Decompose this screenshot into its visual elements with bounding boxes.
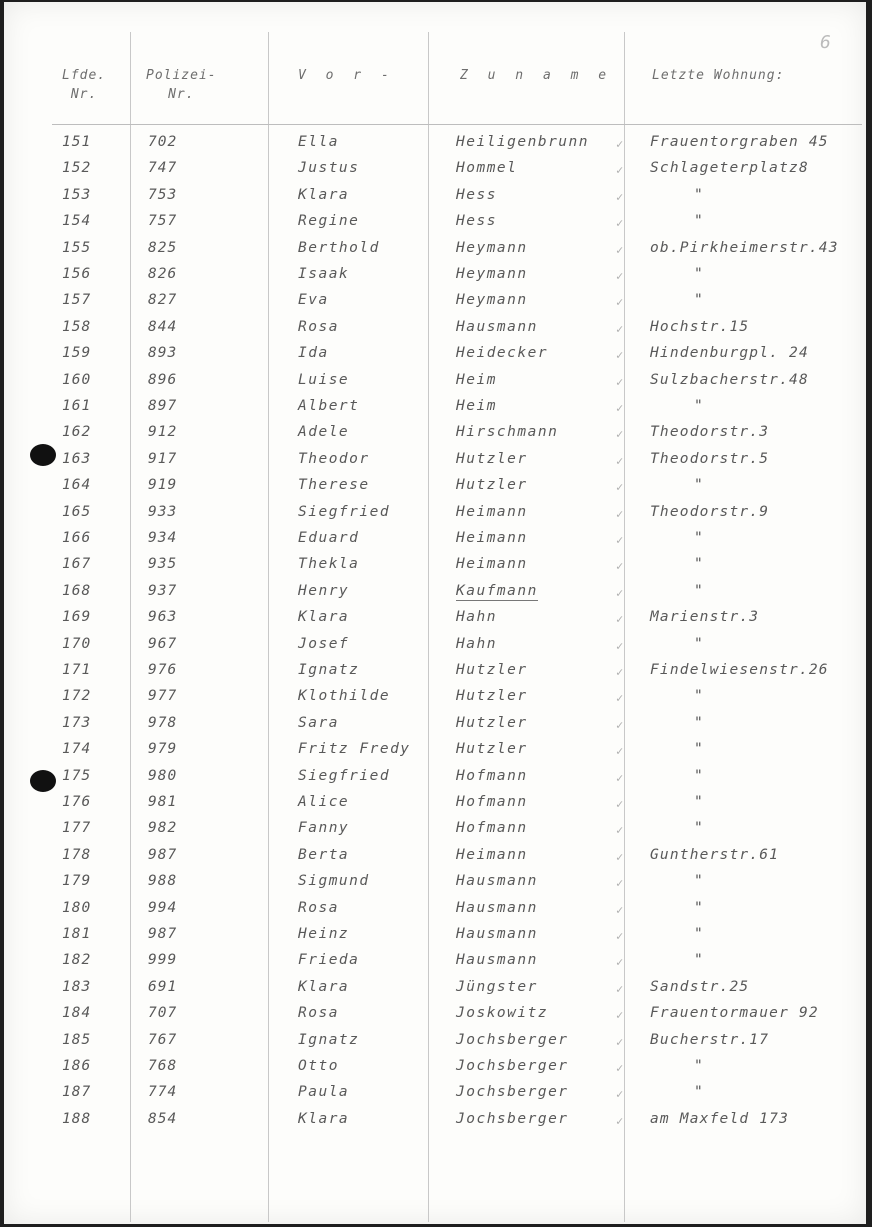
check-mark-icon: ✓ — [616, 506, 624, 521]
lfd-number: 181 — [62, 926, 92, 942]
police-number: 691 — [148, 978, 178, 995]
table-row — [4, 662, 866, 688]
lfd-number: 154 — [62, 213, 92, 230]
lfd-number: 155 — [62, 239, 92, 256]
table-row — [4, 1084, 866, 1110]
first-name: Heinz — [298, 926, 350, 942]
lfd-number: 162 — [62, 424, 92, 441]
punch-hole — [30, 444, 56, 466]
surname: Hofmann — [456, 767, 528, 784]
surname: Hausmann — [456, 318, 538, 335]
table-row — [4, 768, 866, 794]
table-row — [4, 820, 866, 846]
lfd-number: 173 — [62, 714, 92, 731]
table-row — [4, 345, 866, 371]
table-row — [4, 688, 866, 714]
header-rule — [52, 124, 862, 125]
first-name: Ida — [298, 345, 329, 362]
table-row — [4, 530, 866, 556]
table-row — [4, 926, 866, 952]
lfd-number: 176 — [62, 794, 92, 810]
lfd-number: 151 — [62, 134, 92, 150]
table-row — [4, 952, 866, 978]
police-number: 893 — [148, 345, 178, 362]
check-mark-icon: ✓ — [616, 189, 624, 204]
lfd-number: 170 — [62, 635, 92, 652]
surname: Kaufmann — [456, 582, 538, 599]
police-number: 977 — [148, 688, 178, 705]
police-number: 967 — [148, 635, 178, 652]
header-lfd — [62, 66, 106, 104]
check-mark-icon: ✓ — [616, 849, 624, 864]
last-address: " — [694, 1058, 704, 1074]
police-number: 933 — [148, 503, 178, 520]
last-address: Marienstr.3 — [650, 609, 760, 626]
surname: Heidecker — [456, 345, 549, 362]
last-address: ob.Pirkheimerstr.43 — [650, 239, 839, 256]
last-address: " — [694, 820, 704, 837]
surname: Hahn — [456, 635, 497, 652]
page-mark: 6 — [820, 32, 831, 53]
last-address: " — [694, 530, 704, 546]
police-number: 934 — [148, 530, 178, 546]
lfd-number: 178 — [62, 846, 92, 863]
check-mark-icon: ✓ — [616, 612, 624, 627]
first-name: Rosa — [298, 318, 339, 335]
table-row — [4, 583, 866, 609]
surname: Hutzler — [456, 741, 528, 758]
police-number: 987 — [148, 926, 178, 942]
check-mark-icon: ✓ — [616, 295, 624, 310]
table-row — [4, 134, 866, 160]
check-mark-icon: ✓ — [616, 137, 624, 151]
check-mark-icon: ✓ — [616, 1008, 624, 1023]
police-number: 935 — [148, 556, 178, 573]
lfd-number: 163 — [62, 450, 92, 467]
check-mark-icon: ✓ — [616, 559, 624, 574]
first-name: Klara — [298, 978, 350, 995]
first-name: Ella — [298, 134, 339, 150]
police-number: 747 — [148, 160, 178, 177]
table-row — [4, 477, 866, 503]
first-name: Berta — [298, 846, 350, 863]
police-number: 981 — [148, 794, 178, 810]
lfd-number: 166 — [62, 530, 92, 546]
lfd-number: 179 — [62, 873, 92, 890]
check-mark-icon: ✓ — [616, 163, 624, 178]
lfd-number: 180 — [62, 899, 92, 916]
punch-hole — [30, 770, 56, 792]
lfd-number: 158 — [62, 318, 92, 335]
header-zuname: Z u n a m e — [460, 68, 613, 83]
check-mark-icon: ✓ — [616, 242, 624, 257]
last-address: Guntherstr.61 — [650, 846, 780, 863]
table-row — [4, 266, 866, 292]
police-number: 976 — [148, 662, 178, 678]
lfd-number: 161 — [62, 398, 92, 414]
surname: Hutzler — [456, 450, 528, 467]
first-name: Paula — [298, 1084, 350, 1101]
first-name: Theodor — [298, 450, 370, 467]
lfd-number: 175 — [62, 767, 92, 784]
lfd-number: 157 — [62, 292, 92, 309]
check-mark-icon: ✓ — [616, 585, 624, 600]
check-mark-icon: ✓ — [616, 453, 624, 468]
last-address: " — [694, 477, 704, 494]
lfd-number: 165 — [62, 503, 92, 520]
lfd-number: 174 — [62, 741, 92, 758]
last-address: " — [694, 714, 704, 731]
check-mark-icon: ✓ — [616, 744, 624, 759]
lfd-number: 184 — [62, 1005, 92, 1022]
first-name: Frieda — [298, 952, 360, 969]
police-number: 963 — [148, 609, 178, 626]
surname: Hirschmann — [456, 424, 559, 441]
last-address: " — [694, 266, 704, 282]
surname: Heimann — [456, 556, 528, 573]
table-row — [4, 398, 866, 424]
first-name: Regine — [298, 213, 360, 230]
police-number: 979 — [148, 741, 178, 758]
police-number: 825 — [148, 239, 178, 256]
last-address: Theodorstr.5 — [650, 450, 770, 467]
surname: Jochsberger — [456, 1110, 569, 1127]
check-mark-icon: ✓ — [616, 269, 624, 283]
check-mark-icon: ✓ — [616, 1034, 624, 1049]
police-number: 844 — [148, 318, 178, 335]
header-polizei — [146, 66, 217, 104]
police-number: 917 — [148, 450, 178, 467]
police-number: 897 — [148, 398, 178, 414]
lfd-number: 159 — [62, 345, 92, 362]
last-address: " — [694, 556, 704, 573]
lfd-number: 172 — [62, 688, 92, 705]
last-address: Theodorstr.3 — [650, 424, 770, 441]
surname: Heim — [456, 371, 497, 388]
last-address: " — [694, 186, 704, 203]
surname: Heim — [456, 398, 497, 414]
check-mark-icon: ✓ — [616, 1087, 624, 1102]
check-mark-icon: ✓ — [616, 929, 624, 943]
surname: Hofmann — [456, 820, 528, 837]
police-number: 896 — [148, 371, 178, 388]
check-mark-icon: ✓ — [616, 401, 624, 415]
lfd-number: 171 — [62, 662, 92, 678]
first-name: Rosa — [298, 1005, 339, 1022]
table-row — [4, 1005, 866, 1031]
police-number: 988 — [148, 873, 178, 890]
first-name: Eduard — [298, 530, 360, 546]
first-name: Josef — [298, 635, 350, 652]
table-row — [4, 1111, 866, 1137]
last-address: " — [694, 873, 704, 890]
header-polizei-line1: Polizei- — [146, 68, 217, 83]
surname: Hommel — [456, 160, 518, 177]
table-row — [4, 1032, 866, 1058]
table-row — [4, 504, 866, 530]
surname: Heymann — [456, 292, 528, 309]
last-address: " — [694, 292, 704, 309]
first-name: Ignatz — [298, 662, 360, 678]
surname: Jüngster — [456, 978, 538, 995]
first-name: Fritz Fredy — [298, 741, 411, 758]
check-mark-icon: ✓ — [616, 374, 624, 389]
last-address: " — [694, 741, 704, 758]
last-address: " — [694, 635, 704, 652]
table-row — [4, 424, 866, 450]
last-address: Bucherstr.17 — [650, 1031, 770, 1048]
check-mark-icon: ✓ — [616, 427, 624, 442]
check-mark-icon: ✓ — [616, 876, 624, 891]
surname: Hofmann — [456, 794, 528, 810]
document-page — [4, 2, 866, 1224]
check-mark-icon: ✓ — [616, 691, 624, 706]
police-number: 702 — [148, 134, 178, 150]
last-address: Frauentormauer 92 — [650, 1005, 819, 1022]
table-row — [4, 372, 866, 398]
police-number: 854 — [148, 1110, 178, 1127]
first-name: Berthold — [298, 239, 380, 256]
table-row — [4, 636, 866, 662]
police-number: 978 — [148, 714, 178, 731]
surname: Heymann — [456, 239, 528, 256]
last-address: Hindenburgpl. 24 — [650, 345, 809, 362]
check-mark-icon: ✓ — [616, 348, 624, 363]
first-name: Isaak — [298, 266, 350, 282]
police-number: 994 — [148, 899, 178, 916]
police-number: 982 — [148, 820, 178, 837]
first-name: Adele — [298, 424, 350, 441]
table-row — [4, 160, 866, 186]
lfd-number: 160 — [62, 371, 92, 388]
table-row — [4, 873, 866, 899]
check-mark-icon: ✓ — [616, 480, 624, 495]
lfd-number: 169 — [62, 609, 92, 626]
table-row — [4, 979, 866, 1005]
last-address: " — [694, 952, 704, 969]
lfd-number: 186 — [62, 1058, 92, 1074]
table-row — [4, 187, 866, 213]
first-name: Sigmund — [298, 873, 370, 890]
police-number: 826 — [148, 266, 178, 282]
header-lfd-line1: Lfde. — [62, 68, 107, 83]
check-mark-icon: ✓ — [616, 770, 624, 785]
police-number: 999 — [148, 952, 178, 969]
last-address: Hochstr.15 — [650, 318, 750, 335]
surname: Hausmann — [456, 952, 538, 969]
surname: Hutzler — [456, 662, 528, 678]
check-mark-icon: ✓ — [616, 981, 624, 996]
check-mark-icon: ✓ — [616, 902, 624, 917]
lfd-number: 164 — [62, 477, 92, 494]
check-mark-icon: ✓ — [616, 955, 624, 970]
first-name: Siegfried — [298, 767, 391, 784]
police-number: 937 — [148, 582, 178, 599]
surname: Hutzler — [456, 477, 528, 494]
police-number: 987 — [148, 846, 178, 863]
surname: Hausmann — [456, 926, 538, 942]
check-mark-icon: ✓ — [616, 823, 624, 838]
last-address: " — [694, 582, 704, 599]
table-row — [4, 213, 866, 239]
police-number: 827 — [148, 292, 178, 309]
check-mark-icon: ✓ — [616, 665, 624, 679]
surname: Jochsberger — [456, 1058, 569, 1074]
last-address: Sandstr.25 — [650, 978, 750, 995]
surname: Joskowitz — [456, 1005, 549, 1022]
police-number: 757 — [148, 213, 178, 230]
check-mark-icon: ✓ — [616, 216, 624, 231]
surname: Hutzler — [456, 714, 528, 731]
first-name: Fanny — [298, 820, 350, 837]
last-address: Sulzbacherstr.48 — [650, 371, 809, 388]
check-mark-icon: ✓ — [616, 321, 624, 336]
table-row — [4, 847, 866, 873]
surname: Jochsberger — [456, 1031, 569, 1048]
check-mark-icon: ✓ — [616, 533, 624, 547]
surname: Hausmann — [456, 899, 538, 916]
header-polizei-line2: Nr. — [168, 87, 195, 102]
first-name: Rosa — [298, 899, 339, 916]
first-name: Sara — [298, 714, 339, 731]
surname: Heimann — [456, 503, 528, 520]
police-number: 707 — [148, 1005, 178, 1022]
first-name: Thekla — [298, 556, 360, 573]
first-name: Henry — [298, 582, 350, 599]
last-address: " — [694, 213, 704, 230]
table-row — [4, 715, 866, 741]
surname: Heiligenbrunn — [456, 134, 589, 150]
police-number: 753 — [148, 186, 178, 203]
last-address: " — [694, 688, 704, 705]
lfd-number: 183 — [62, 978, 92, 995]
lfd-number: 168 — [62, 582, 92, 599]
first-name: Klara — [298, 186, 350, 203]
first-name: Klara — [298, 1110, 350, 1127]
lfd-number: 185 — [62, 1031, 92, 1048]
check-mark-icon: ✓ — [616, 717, 624, 732]
last-address: " — [694, 398, 704, 414]
lfd-number: 187 — [62, 1084, 92, 1101]
last-address: " — [694, 1084, 704, 1101]
check-mark-icon: ✓ — [616, 1061, 624, 1075]
surname: Heimann — [456, 530, 528, 546]
last-address: " — [694, 767, 704, 784]
header-lfd-line2: Nr. — [70, 87, 98, 102]
police-number: 768 — [148, 1058, 178, 1074]
last-address: Schlageterplatz8 — [650, 160, 809, 177]
last-address: " — [694, 899, 704, 916]
lfd-number: 156 — [62, 266, 92, 282]
first-name: Therese — [298, 477, 370, 494]
check-mark-icon: ✓ — [616, 1113, 624, 1128]
lfd-number: 182 — [62, 952, 92, 969]
table-row — [4, 240, 866, 266]
lfd-number: 153 — [62, 186, 92, 203]
table-row — [4, 900, 866, 926]
last-address: am Maxfeld 173 — [650, 1110, 790, 1127]
header-wohnung: Letzte Wohnung: — [652, 68, 785, 83]
police-number: 774 — [148, 1084, 178, 1101]
lfd-number: 188 — [62, 1110, 92, 1127]
surname: Hahn — [456, 609, 497, 626]
police-number: 767 — [148, 1031, 178, 1048]
last-address: " — [694, 794, 704, 810]
check-mark-icon: ✓ — [616, 797, 624, 811]
police-number: 980 — [148, 767, 178, 784]
first-name: Klothilde — [298, 688, 391, 705]
first-name: Ignatz — [298, 1031, 360, 1048]
last-address: Findelwiesenstr.26 — [650, 662, 829, 678]
surname: Heimann — [456, 846, 528, 863]
last-address: Frauentorgraben 45 — [650, 134, 829, 150]
last-address: Theodorstr.9 — [650, 503, 770, 520]
table-row — [4, 319, 866, 345]
lfd-number: 152 — [62, 160, 92, 177]
first-name: Siegfried — [298, 503, 391, 520]
table-row — [4, 451, 866, 477]
surname: Heymann — [456, 266, 528, 282]
police-number: 919 — [148, 477, 178, 494]
table-row — [4, 1058, 866, 1084]
table-row — [4, 741, 866, 767]
check-mark-icon: ✓ — [616, 638, 624, 653]
first-name: Justus — [298, 160, 360, 177]
first-name: Luise — [298, 371, 350, 388]
table-row — [4, 556, 866, 582]
surname: Hausmann — [456, 873, 538, 890]
table-row — [4, 292, 866, 318]
police-number: 912 — [148, 424, 178, 441]
first-name: Alice — [298, 794, 350, 810]
first-name: Albert — [298, 398, 360, 414]
first-name: Otto — [298, 1058, 339, 1074]
header-vorname: V o r - — [298, 68, 395, 83]
table-row — [4, 609, 866, 635]
surname: Hess — [456, 213, 497, 230]
lfd-number: 177 — [62, 820, 92, 837]
lfd-number: 167 — [62, 556, 92, 573]
table-row — [4, 794, 866, 820]
last-address: " — [694, 926, 704, 942]
surname: Hess — [456, 186, 497, 203]
first-name: Klara — [298, 609, 350, 626]
first-name: Eva — [298, 292, 329, 309]
surname: Jochsberger — [456, 1084, 569, 1101]
surname: Hutzler — [456, 688, 528, 705]
